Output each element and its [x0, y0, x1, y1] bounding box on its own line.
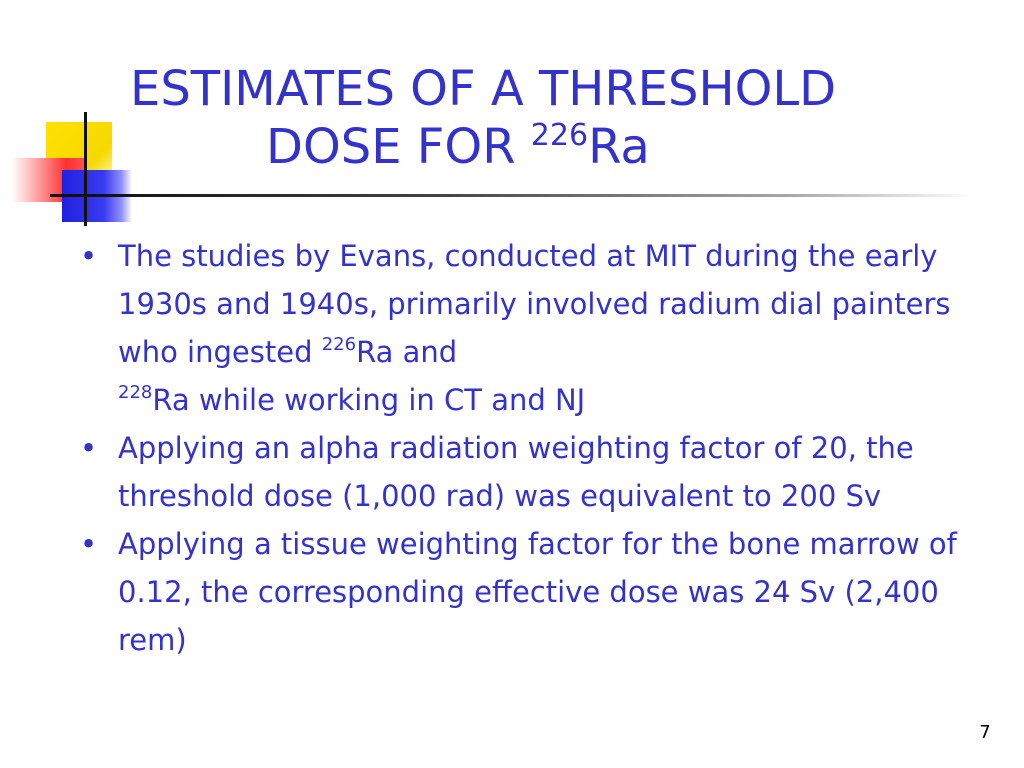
bullet-item [80, 424, 1000, 520]
title-line-2-tail: Ra [588, 119, 650, 175]
title-line-2-text: DOSE FOR [266, 119, 531, 175]
bullet-text: The studies by Evans, conducted at MIT during the early 1930s and 1940s, primarily involved radium dial painters who ingested [118, 239, 951, 369]
bullet-text: Applying a tissue weighting factor for the bone marrow of 0.12, the corresponding effective dose was 24 Sv (2,400 rem) [118, 527, 957, 657]
bullet-item [80, 232, 1000, 424]
title-line-2 [110, 118, 990, 176]
bullet-superscript: 226 [321, 334, 357, 355]
slide-title [110, 60, 990, 176]
bullet-icon: • [80, 239, 98, 273]
bullet-superscript: 228 [118, 382, 153, 403]
title-line-1: ESTIMATES OF A THRESHOLD [130, 61, 837, 117]
bullet-icon: • [80, 527, 98, 561]
bullet-item [80, 520, 1000, 664]
bullet-text: Applying an alpha radiation weighting factor of 20, the threshold dose (1,000 rad) was equivalent to 200 Sv [118, 431, 914, 513]
bullet-list [80, 232, 1000, 664]
page-number: 7 [979, 722, 991, 743]
title-superscript: 226 [530, 118, 589, 153]
title-underline [84, 194, 974, 197]
bullet-text: Ra and [356, 335, 458, 369]
bullet-icon: • [80, 431, 98, 465]
logo-vertical-line [84, 112, 87, 226]
bullet-text: Ra while working in CT and NJ [152, 383, 586, 417]
